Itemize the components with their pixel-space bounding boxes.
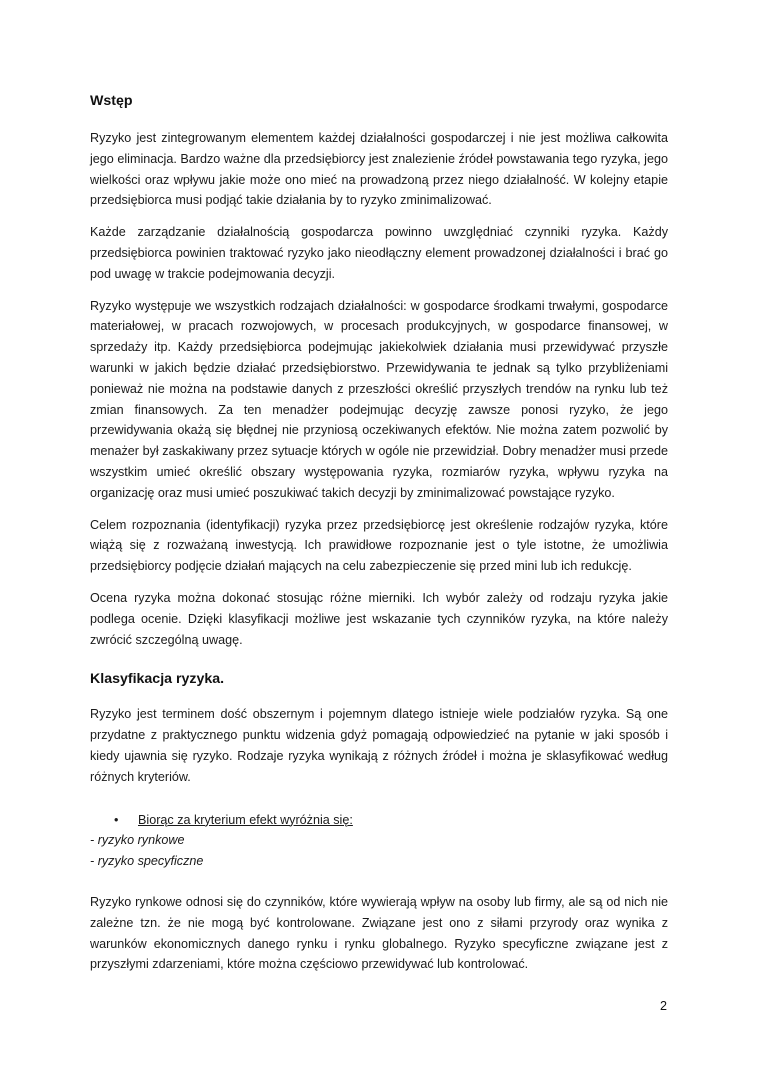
paragraph: Ryzyko jest zintegrowanym elementem każdej działalności gospodarczej i nie jest możliwa całkowita jego eliminacja. Bardzo ważne dla przedsiębiorcy jest znalezienie źródeł powstawania tego ryzyka, jego wielkości oraz wpływu jakie może ono mieć na prowadzoną przez niego działalność. W kolejny etapie przedsiębiorca musi podjąć takie działania by to ryzyko zminimalizować. — [90, 131, 668, 208]
risk-type-list — [90, 830, 668, 872]
page-content — [90, 92, 668, 986]
paragraph: Każde zarządzanie działalnością gospodarcza powinno uwzględniać czynniki ryzyka. Każdy przedsiębiorca powinien traktować ryzyko jako nieodłączny element prowadzonej działalności i brać go pod uwagę w trakcie podejmowania decyzji. — [90, 225, 668, 281]
section-heading-intro: Wstęp — [90, 93, 133, 109]
section-heading-classification: Klasyfikacja ryzyka. — [90, 671, 225, 688]
list-item: - ryzyko rynkowe — [90, 833, 185, 848]
paragraph: Ryzyko jest terminem dość obszernym i pojemnym dlatego istnieje wiele podziałów ryzyka. Są one przydatne z praktycznego punktu widzenia gdyż pomagają odpowiedzieć na pytanie w jaki sposób i kiedy ujawnia się ryzyko. Rodzaje ryzyka wynikają z różnych źródeł i można je sklasyfikować według różnych kryteriów. — [90, 707, 668, 784]
bullet-item — [114, 810, 668, 831]
page-number: 2 — [660, 999, 668, 1013]
paragraph: Ryzyko występuje we wszystkich rodzajach działalności: w gospodarce środkami trwałymi, gospodarce materiałowej, w pracach rozwojowych, w procesach produkcyjnych, w gospodarce finansowej, w sprzedaży itp. Każdy przedsiębiorca podejmując jakiekolwiek działania musi przewidywać przyszłe warunki w jakich będzie działać przedsiębiorstwo. Przewidywania te jednak są tylko przybliżeniami ponieważ nie można na podstawie danych z przeszłości określić przyszłych trendów na rynku lub też zmian finansowych. Za ten menadżer podejmując decyzję zawsze ponosi ryzyko, że jego przewidywania okażą się błędnej nie przyniosą oczekiwanych efektów. Nie można zatem pozwolić by menażer był zaskakiwany przez sytuacje których w ogóle nie przewidział. Dobry menadżer musi przede wszystkim umieć określić obszary występowania ryzyka, rozmiarów ryzyka, wpływu ryzyka na organizację oraz musi umieć poszukiwać takich decyzji by zminimalizować powstające ryzyko. — [90, 298, 668, 500]
paragraph: Ocena ryzyka można dokonać stosując różne mierniki. Ich wybór zależy od rodzaju ryzyka jakie podlega ocenie. Dzięki klasyfikacji możliwe jest wskazanie tych czynników ryzyka, na które należy zwrócić szczególną uwagę. — [90, 590, 668, 647]
list-item: - ryzyko specyficzne — [90, 854, 204, 869]
paragraph: Celem rozpoznania (identyfikacji) ryzyka przez przedsiębiorcę jest określenie rodzajów ryzyka, które wiążą się z rozważaną inwestycją. Ich prawidłowe rozpoznanie jest o tyle istotne, że umożliwia przedsiębiorcy podjęcie działań mających na celu zabezpieczenie się przed mini lub ich redukcję. — [90, 517, 668, 574]
paragraph: Ryzyko rynkowe odnosi się do czynników, które wywierają wpływ na osoby lub firmy, ale są od nich nie zależne tzn. że nie mogą być kontrolowane. Związane jest ono z siłami przyrody oraz wynika z warunków ekonomicznych danego rynku i rynku globalnego. Ryzyko specyficzne związane jest z przyszłymi zdarzeniami, które można częściowo przewidywać lub kontrolować. — [90, 894, 668, 972]
bullet-text: Biorąc za kryterium efekt wyróżnia się: — [138, 812, 353, 827]
bullet-icon: • — [114, 812, 119, 827]
